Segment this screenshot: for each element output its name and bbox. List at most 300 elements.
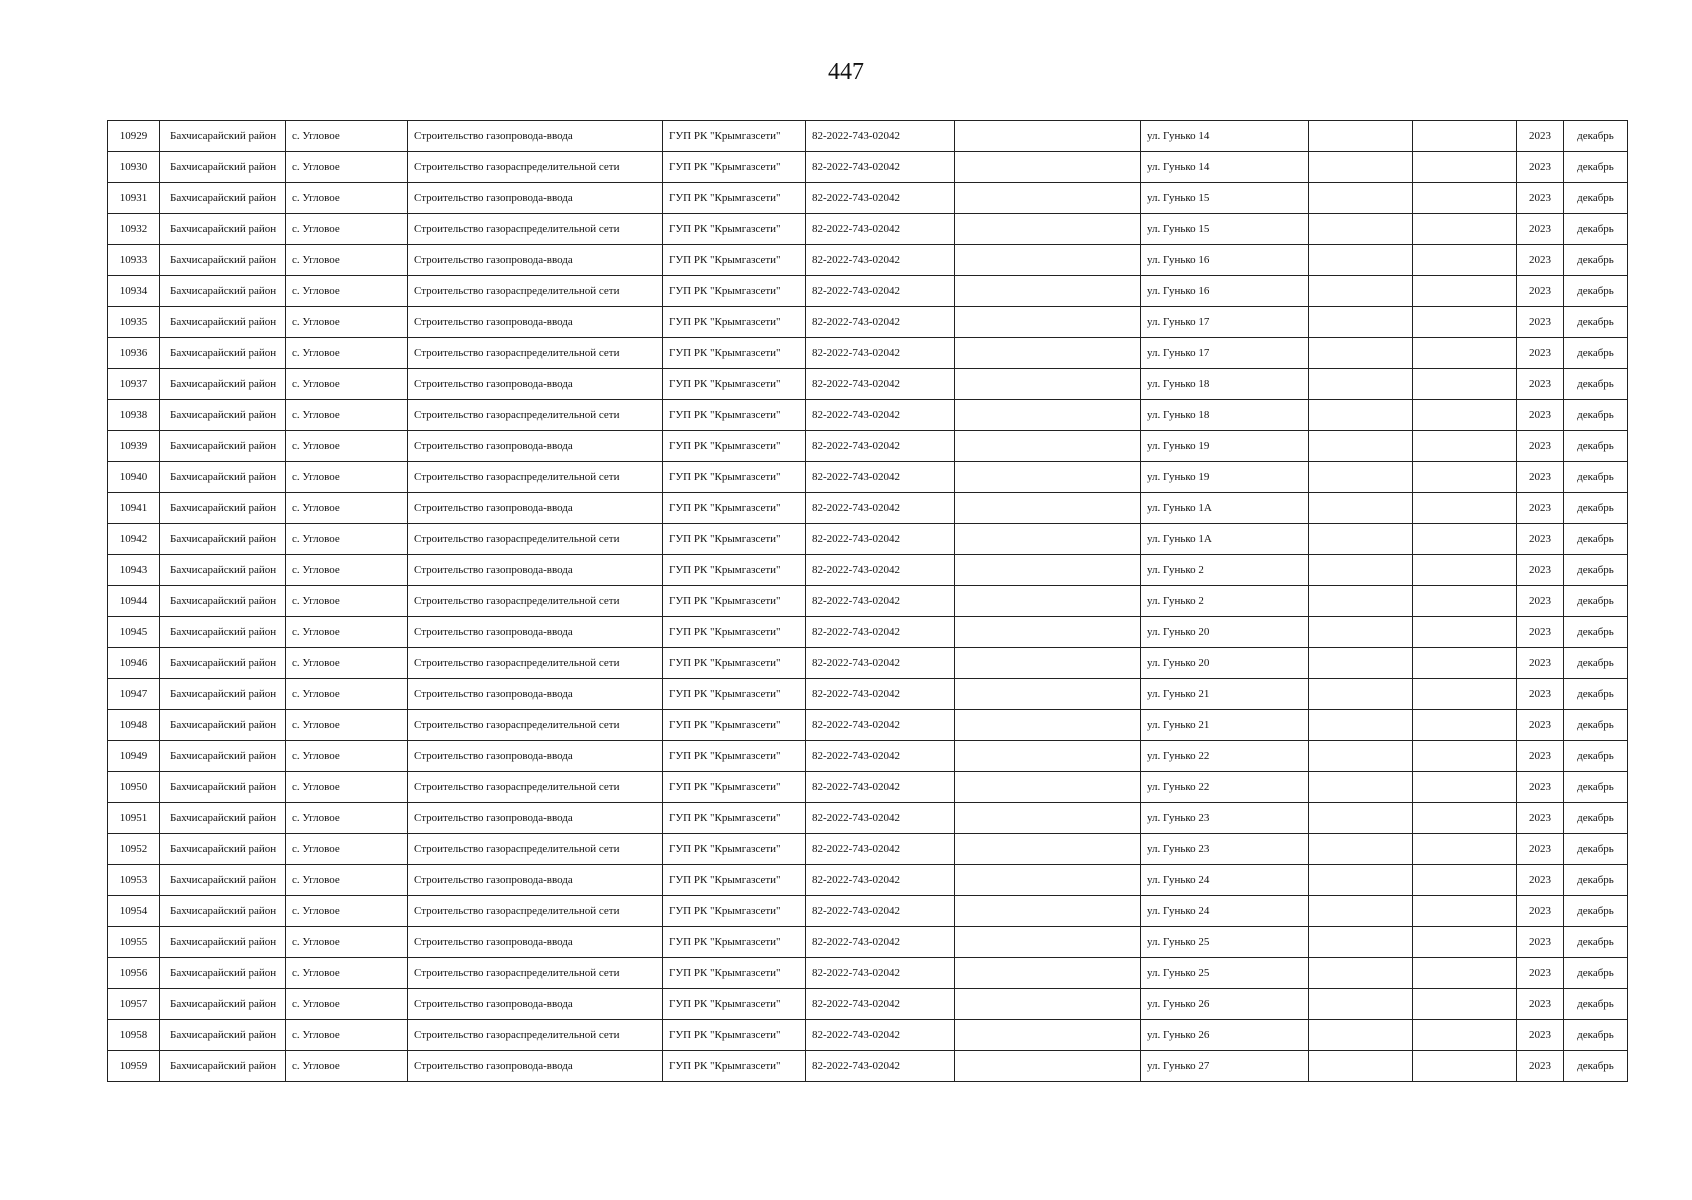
empty-cell <box>1413 431 1517 462</box>
address-cell: ул. Гунько 17 <box>1141 307 1309 338</box>
empty-cell <box>1309 121 1413 152</box>
empty-cell <box>1413 121 1517 152</box>
empty-cell <box>1309 834 1413 865</box>
code-cell: 82-2022-743-02042 <box>806 214 955 245</box>
organization-cell: ГУП РК "Крымгазсети" <box>663 307 806 338</box>
address-cell: ул. Гунько 23 <box>1141 834 1309 865</box>
address-cell: ул. Гунько 24 <box>1141 865 1309 896</box>
empty-cell <box>1413 586 1517 617</box>
address-cell: ул. Гунько 14 <box>1141 121 1309 152</box>
work-cell: Строительство газораспределительной сети <box>408 524 663 555</box>
empty-cell <box>955 617 1141 648</box>
table-row <box>108 772 1628 803</box>
address-cell: ул. Гунько 18 <box>1141 400 1309 431</box>
month-cell: декабрь <box>1564 741 1628 772</box>
district-cell: Бахчисарайский район <box>160 896 286 927</box>
empty-cell <box>1309 865 1413 896</box>
address-cell: ул. Гунько 17 <box>1141 338 1309 369</box>
work-cell: Строительство газораспределительной сети <box>408 772 663 803</box>
organization-cell: ГУП РК "Крымгазсети" <box>663 586 806 617</box>
work-cell: Строительство газопровода-ввода <box>408 741 663 772</box>
empty-cell <box>1413 741 1517 772</box>
year-cell: 2023 <box>1517 803 1564 834</box>
empty-cell <box>1413 989 1517 1020</box>
address-cell: ул. Гунько 18 <box>1141 369 1309 400</box>
table-row <box>108 152 1628 183</box>
year-cell: 2023 <box>1517 369 1564 400</box>
row-number-cell: 10932 <box>108 214 160 245</box>
month-cell: декабрь <box>1564 338 1628 369</box>
work-cell: Строительство газораспределительной сети <box>408 400 663 431</box>
year-cell: 2023 <box>1517 183 1564 214</box>
village-cell: с. Угловое <box>286 617 408 648</box>
month-cell: декабрь <box>1564 245 1628 276</box>
district-cell: Бахчисарайский район <box>160 617 286 648</box>
row-number-cell: 10949 <box>108 741 160 772</box>
month-cell: декабрь <box>1564 524 1628 555</box>
row-number-cell: 10931 <box>108 183 160 214</box>
code-cell: 82-2022-743-02042 <box>806 958 955 989</box>
month-cell: декабрь <box>1564 710 1628 741</box>
empty-cell <box>1309 214 1413 245</box>
district-cell: Бахчисарайский район <box>160 648 286 679</box>
year-cell: 2023 <box>1517 1020 1564 1051</box>
month-cell: декабрь <box>1564 183 1628 214</box>
organization-cell: ГУП РК "Крымгазсети" <box>663 152 806 183</box>
address-cell: ул. Гунько 27 <box>1141 1051 1309 1082</box>
empty-cell <box>1413 152 1517 183</box>
organization-cell: ГУП РК "Крымгазсети" <box>663 679 806 710</box>
work-cell: Строительство газораспределительной сети <box>408 586 663 617</box>
empty-cell <box>1309 369 1413 400</box>
address-cell: ул. Гунько 20 <box>1141 648 1309 679</box>
row-number-cell: 10958 <box>108 1020 160 1051</box>
organization-cell: ГУП РК "Крымгазсети" <box>663 741 806 772</box>
village-cell: с. Угловое <box>286 338 408 369</box>
organization-cell: ГУП РК "Крымгазсети" <box>663 958 806 989</box>
month-cell: декабрь <box>1564 400 1628 431</box>
empty-cell <box>1309 586 1413 617</box>
empty-cell <box>1413 493 1517 524</box>
table-row <box>108 710 1628 741</box>
village-cell: с. Угловое <box>286 648 408 679</box>
district-cell: Бахчисарайский район <box>160 555 286 586</box>
code-cell: 82-2022-743-02042 <box>806 586 955 617</box>
empty-cell <box>955 338 1141 369</box>
table-row <box>108 617 1628 648</box>
address-cell: ул. Гунько 19 <box>1141 462 1309 493</box>
code-cell: 82-2022-743-02042 <box>806 121 955 152</box>
empty-cell <box>955 1020 1141 1051</box>
year-cell: 2023 <box>1517 648 1564 679</box>
month-cell: декабрь <box>1564 1051 1628 1082</box>
table-row <box>108 121 1628 152</box>
district-cell: Бахчисарайский район <box>160 462 286 493</box>
row-number-cell: 10929 <box>108 121 160 152</box>
table-row <box>108 741 1628 772</box>
village-cell: с. Угловое <box>286 1020 408 1051</box>
table-row <box>108 679 1628 710</box>
empty-cell <box>1309 741 1413 772</box>
empty-cell <box>1413 183 1517 214</box>
organization-cell: ГУП РК "Крымгазсети" <box>663 493 806 524</box>
empty-cell <box>955 958 1141 989</box>
organization-cell: ГУП РК "Крымгазсети" <box>663 989 806 1020</box>
table-row <box>108 865 1628 896</box>
organization-cell: ГУП РК "Крымгазсети" <box>663 431 806 462</box>
organization-cell: ГУП РК "Крымгазсети" <box>663 834 806 865</box>
empty-cell <box>1413 400 1517 431</box>
year-cell: 2023 <box>1517 989 1564 1020</box>
empty-cell <box>955 462 1141 493</box>
table-row <box>108 431 1628 462</box>
district-cell: Бахчисарайский район <box>160 772 286 803</box>
row-number-cell: 10952 <box>108 834 160 865</box>
year-cell: 2023 <box>1517 958 1564 989</box>
month-cell: декабрь <box>1564 617 1628 648</box>
address-cell: ул. Гунько 15 <box>1141 183 1309 214</box>
district-cell: Бахчисарайский район <box>160 276 286 307</box>
district-cell: Бахчисарайский район <box>160 431 286 462</box>
year-cell: 2023 <box>1517 555 1564 586</box>
empty-cell <box>955 431 1141 462</box>
code-cell: 82-2022-743-02042 <box>806 772 955 803</box>
code-cell: 82-2022-743-02042 <box>806 183 955 214</box>
year-cell: 2023 <box>1517 679 1564 710</box>
organization-cell: ГУП РК "Крымгазсети" <box>663 369 806 400</box>
address-cell: ул. Гунько 26 <box>1141 1020 1309 1051</box>
village-cell: с. Угловое <box>286 524 408 555</box>
code-cell: 82-2022-743-02042 <box>806 338 955 369</box>
empty-cell <box>1309 772 1413 803</box>
address-cell: ул. Гунько 23 <box>1141 803 1309 834</box>
month-cell: декабрь <box>1564 586 1628 617</box>
empty-cell <box>1413 927 1517 958</box>
organization-cell: ГУП РК "Крымгазсети" <box>663 555 806 586</box>
empty-cell <box>1413 617 1517 648</box>
village-cell: с. Угловое <box>286 958 408 989</box>
organization-cell: ГУП РК "Крымгазсети" <box>663 772 806 803</box>
organization-cell: ГУП РК "Крымгазсети" <box>663 121 806 152</box>
code-cell: 82-2022-743-02042 <box>806 1051 955 1082</box>
address-cell: ул. Гунько 24 <box>1141 896 1309 927</box>
village-cell: с. Угловое <box>286 803 408 834</box>
year-cell: 2023 <box>1517 586 1564 617</box>
work-cell: Строительство газопровода-ввода <box>408 865 663 896</box>
village-cell: с. Угловое <box>286 276 408 307</box>
empty-cell <box>1309 710 1413 741</box>
work-cell: Строительство газопровода-ввода <box>408 183 663 214</box>
empty-cell <box>1413 1051 1517 1082</box>
code-cell: 82-2022-743-02042 <box>806 152 955 183</box>
month-cell: декабрь <box>1564 989 1628 1020</box>
village-cell: с. Угловое <box>286 1051 408 1082</box>
empty-cell <box>1413 462 1517 493</box>
address-cell: ул. Гунько 1А <box>1141 524 1309 555</box>
empty-cell <box>1413 803 1517 834</box>
year-cell: 2023 <box>1517 400 1564 431</box>
table-row <box>108 338 1628 369</box>
work-cell: Строительство газораспределительной сети <box>408 648 663 679</box>
table-row <box>108 896 1628 927</box>
code-cell: 82-2022-743-02042 <box>806 462 955 493</box>
district-cell: Бахчисарайский район <box>160 152 286 183</box>
empty-cell <box>955 648 1141 679</box>
address-cell: ул. Гунько 14 <box>1141 152 1309 183</box>
table-row <box>108 555 1628 586</box>
empty-cell <box>1309 679 1413 710</box>
village-cell: с. Угловое <box>286 307 408 338</box>
district-cell: Бахчисарайский район <box>160 1020 286 1051</box>
work-cell: Строительство газопровода-ввода <box>408 307 663 338</box>
empty-cell <box>1309 493 1413 524</box>
district-cell: Бахчисарайский район <box>160 183 286 214</box>
empty-cell <box>1309 245 1413 276</box>
table-row <box>108 1020 1628 1051</box>
address-cell: ул. Гунько 25 <box>1141 958 1309 989</box>
code-cell: 82-2022-743-02042 <box>806 369 955 400</box>
empty-cell <box>955 214 1141 245</box>
empty-cell <box>1413 648 1517 679</box>
address-cell: ул. Гунько 16 <box>1141 245 1309 276</box>
table-body <box>108 121 1628 1082</box>
work-cell: Строительство газораспределительной сети <box>408 958 663 989</box>
month-cell: декабрь <box>1564 803 1628 834</box>
year-cell: 2023 <box>1517 741 1564 772</box>
empty-cell <box>1413 710 1517 741</box>
empty-cell <box>1413 772 1517 803</box>
organization-cell: ГУП РК "Крымгазсети" <box>663 338 806 369</box>
village-cell: с. Угловое <box>286 896 408 927</box>
row-number-cell: 10957 <box>108 989 160 1020</box>
village-cell: с. Угловое <box>286 989 408 1020</box>
code-cell: 82-2022-743-02042 <box>806 524 955 555</box>
organization-cell: ГУП РК "Крымгазсети" <box>663 400 806 431</box>
district-cell: Бахчисарайский район <box>160 1051 286 1082</box>
month-cell: декабрь <box>1564 555 1628 586</box>
empty-cell <box>1413 369 1517 400</box>
year-cell: 2023 <box>1517 772 1564 803</box>
month-cell: декабрь <box>1564 121 1628 152</box>
empty-cell <box>1413 276 1517 307</box>
empty-cell <box>1309 927 1413 958</box>
empty-cell <box>1309 152 1413 183</box>
organization-cell: ГУП РК "Крымгазсети" <box>663 245 806 276</box>
district-cell: Бахчисарайский район <box>160 245 286 276</box>
month-cell: декабрь <box>1564 431 1628 462</box>
code-cell: 82-2022-743-02042 <box>806 431 955 462</box>
organization-cell: ГУП РК "Крымгазсети" <box>663 865 806 896</box>
code-cell: 82-2022-743-02042 <box>806 741 955 772</box>
empty-cell <box>1309 1051 1413 1082</box>
empty-cell <box>955 772 1141 803</box>
code-cell: 82-2022-743-02042 <box>806 1020 955 1051</box>
organization-cell: ГУП РК "Крымгазсети" <box>663 1051 806 1082</box>
village-cell: с. Угловое <box>286 462 408 493</box>
district-cell: Бахчисарайский район <box>160 524 286 555</box>
empty-cell <box>955 586 1141 617</box>
village-cell: с. Угловое <box>286 555 408 586</box>
year-cell: 2023 <box>1517 927 1564 958</box>
address-cell: ул. Гунько 19 <box>1141 431 1309 462</box>
code-cell: 82-2022-743-02042 <box>806 307 955 338</box>
year-cell: 2023 <box>1517 245 1564 276</box>
row-number-cell: 10943 <box>108 555 160 586</box>
address-cell: ул. Гунько 1А <box>1141 493 1309 524</box>
address-cell: ул. Гунько 2 <box>1141 555 1309 586</box>
row-number-cell: 10954 <box>108 896 160 927</box>
table-row <box>108 400 1628 431</box>
code-cell: 82-2022-743-02042 <box>806 555 955 586</box>
code-cell: 82-2022-743-02042 <box>806 245 955 276</box>
district-cell: Бахчисарайский район <box>160 369 286 400</box>
empty-cell <box>1309 555 1413 586</box>
table-row <box>108 586 1628 617</box>
row-number-cell: 10951 <box>108 803 160 834</box>
month-cell: декабрь <box>1564 772 1628 803</box>
village-cell: с. Угловое <box>286 152 408 183</box>
work-cell: Строительство газопровода-ввода <box>408 989 663 1020</box>
code-cell: 82-2022-743-02042 <box>806 989 955 1020</box>
year-cell: 2023 <box>1517 214 1564 245</box>
year-cell: 2023 <box>1517 462 1564 493</box>
empty-cell <box>955 896 1141 927</box>
district-cell: Бахчисарайский район <box>160 307 286 338</box>
code-cell: 82-2022-743-02042 <box>806 617 955 648</box>
district-cell: Бахчисарайский район <box>160 710 286 741</box>
year-cell: 2023 <box>1517 710 1564 741</box>
code-cell: 82-2022-743-02042 <box>806 896 955 927</box>
village-cell: с. Угловое <box>286 400 408 431</box>
year-cell: 2023 <box>1517 307 1564 338</box>
table-row <box>108 524 1628 555</box>
row-number-cell: 10959 <box>108 1051 160 1082</box>
month-cell: декабрь <box>1564 679 1628 710</box>
empty-cell <box>1413 524 1517 555</box>
month-cell: декабрь <box>1564 927 1628 958</box>
village-cell: с. Угловое <box>286 121 408 152</box>
organization-cell: ГУП РК "Крымгазсети" <box>663 710 806 741</box>
empty-cell <box>955 493 1141 524</box>
organization-cell: ГУП РК "Крымгазсети" <box>663 896 806 927</box>
table-row <box>108 927 1628 958</box>
empty-cell <box>1309 431 1413 462</box>
district-cell: Бахчисарайский район <box>160 834 286 865</box>
empty-cell <box>955 524 1141 555</box>
registry-table <box>107 120 1628 1082</box>
empty-cell <box>1413 865 1517 896</box>
organization-cell: ГУП РК "Крымгазсети" <box>663 276 806 307</box>
organization-cell: ГУП РК "Крымгазсети" <box>663 648 806 679</box>
year-cell: 2023 <box>1517 617 1564 648</box>
row-number-cell: 10948 <box>108 710 160 741</box>
row-number-cell: 10935 <box>108 307 160 338</box>
village-cell: с. Угловое <box>286 927 408 958</box>
district-cell: Бахчисарайский район <box>160 989 286 1020</box>
year-cell: 2023 <box>1517 493 1564 524</box>
empty-cell <box>1413 307 1517 338</box>
table-row <box>108 958 1628 989</box>
year-cell: 2023 <box>1517 896 1564 927</box>
empty-cell <box>955 834 1141 865</box>
empty-cell <box>955 710 1141 741</box>
work-cell: Строительство газопровода-ввода <box>408 121 663 152</box>
empty-cell <box>1309 958 1413 989</box>
month-cell: декабрь <box>1564 307 1628 338</box>
month-cell: декабрь <box>1564 214 1628 245</box>
empty-cell <box>1309 617 1413 648</box>
row-number-cell: 10939 <box>108 431 160 462</box>
empty-cell <box>955 927 1141 958</box>
address-cell: ул. Гунько 15 <box>1141 214 1309 245</box>
village-cell: с. Угловое <box>286 586 408 617</box>
work-cell: Строительство газораспределительной сети <box>408 834 663 865</box>
year-cell: 2023 <box>1517 121 1564 152</box>
table-row <box>108 245 1628 276</box>
table-row <box>108 462 1628 493</box>
empty-cell <box>955 741 1141 772</box>
address-cell: ул. Гунько 21 <box>1141 679 1309 710</box>
empty-cell <box>1413 1020 1517 1051</box>
empty-cell <box>1309 1020 1413 1051</box>
code-cell: 82-2022-743-02042 <box>806 493 955 524</box>
work-cell: Строительство газопровода-ввода <box>408 431 663 462</box>
address-cell: ул. Гунько 2 <box>1141 586 1309 617</box>
village-cell: с. Угловое <box>286 431 408 462</box>
row-number-cell: 10956 <box>108 958 160 989</box>
empty-cell <box>1413 214 1517 245</box>
work-cell: Строительство газопровода-ввода <box>408 369 663 400</box>
work-cell: Строительство газопровода-ввода <box>408 927 663 958</box>
district-cell: Бахчисарайский район <box>160 493 286 524</box>
work-cell: Строительство газораспределительной сети <box>408 710 663 741</box>
village-cell: с. Угловое <box>286 741 408 772</box>
work-cell: Строительство газопровода-ввода <box>408 679 663 710</box>
table-row <box>108 648 1628 679</box>
work-cell: Строительство газопровода-ввода <box>408 245 663 276</box>
month-cell: декабрь <box>1564 834 1628 865</box>
code-cell: 82-2022-743-02042 <box>806 400 955 431</box>
work-cell: Строительство газопровода-ввода <box>408 803 663 834</box>
empty-cell <box>1413 555 1517 586</box>
row-number-cell: 10941 <box>108 493 160 524</box>
year-cell: 2023 <box>1517 152 1564 183</box>
code-cell: 82-2022-743-02042 <box>806 927 955 958</box>
year-cell: 2023 <box>1517 834 1564 865</box>
village-cell: с. Угловое <box>286 834 408 865</box>
empty-cell <box>1309 276 1413 307</box>
district-cell: Бахчисарайский район <box>160 927 286 958</box>
empty-cell <box>955 865 1141 896</box>
work-cell: Строительство газораспределительной сети <box>408 896 663 927</box>
village-cell: с. Угловое <box>286 369 408 400</box>
row-number-cell: 10937 <box>108 369 160 400</box>
empty-cell <box>955 183 1141 214</box>
empty-cell <box>955 307 1141 338</box>
row-number-cell: 10955 <box>108 927 160 958</box>
empty-cell <box>1309 338 1413 369</box>
address-cell: ул. Гунько 21 <box>1141 710 1309 741</box>
empty-cell <box>1413 679 1517 710</box>
village-cell: с. Угловое <box>286 183 408 214</box>
table-row <box>108 989 1628 1020</box>
empty-cell <box>955 803 1141 834</box>
row-number-cell: 10953 <box>108 865 160 896</box>
empty-cell <box>955 121 1141 152</box>
row-number-cell: 10933 <box>108 245 160 276</box>
table-row <box>108 183 1628 214</box>
year-cell: 2023 <box>1517 524 1564 555</box>
